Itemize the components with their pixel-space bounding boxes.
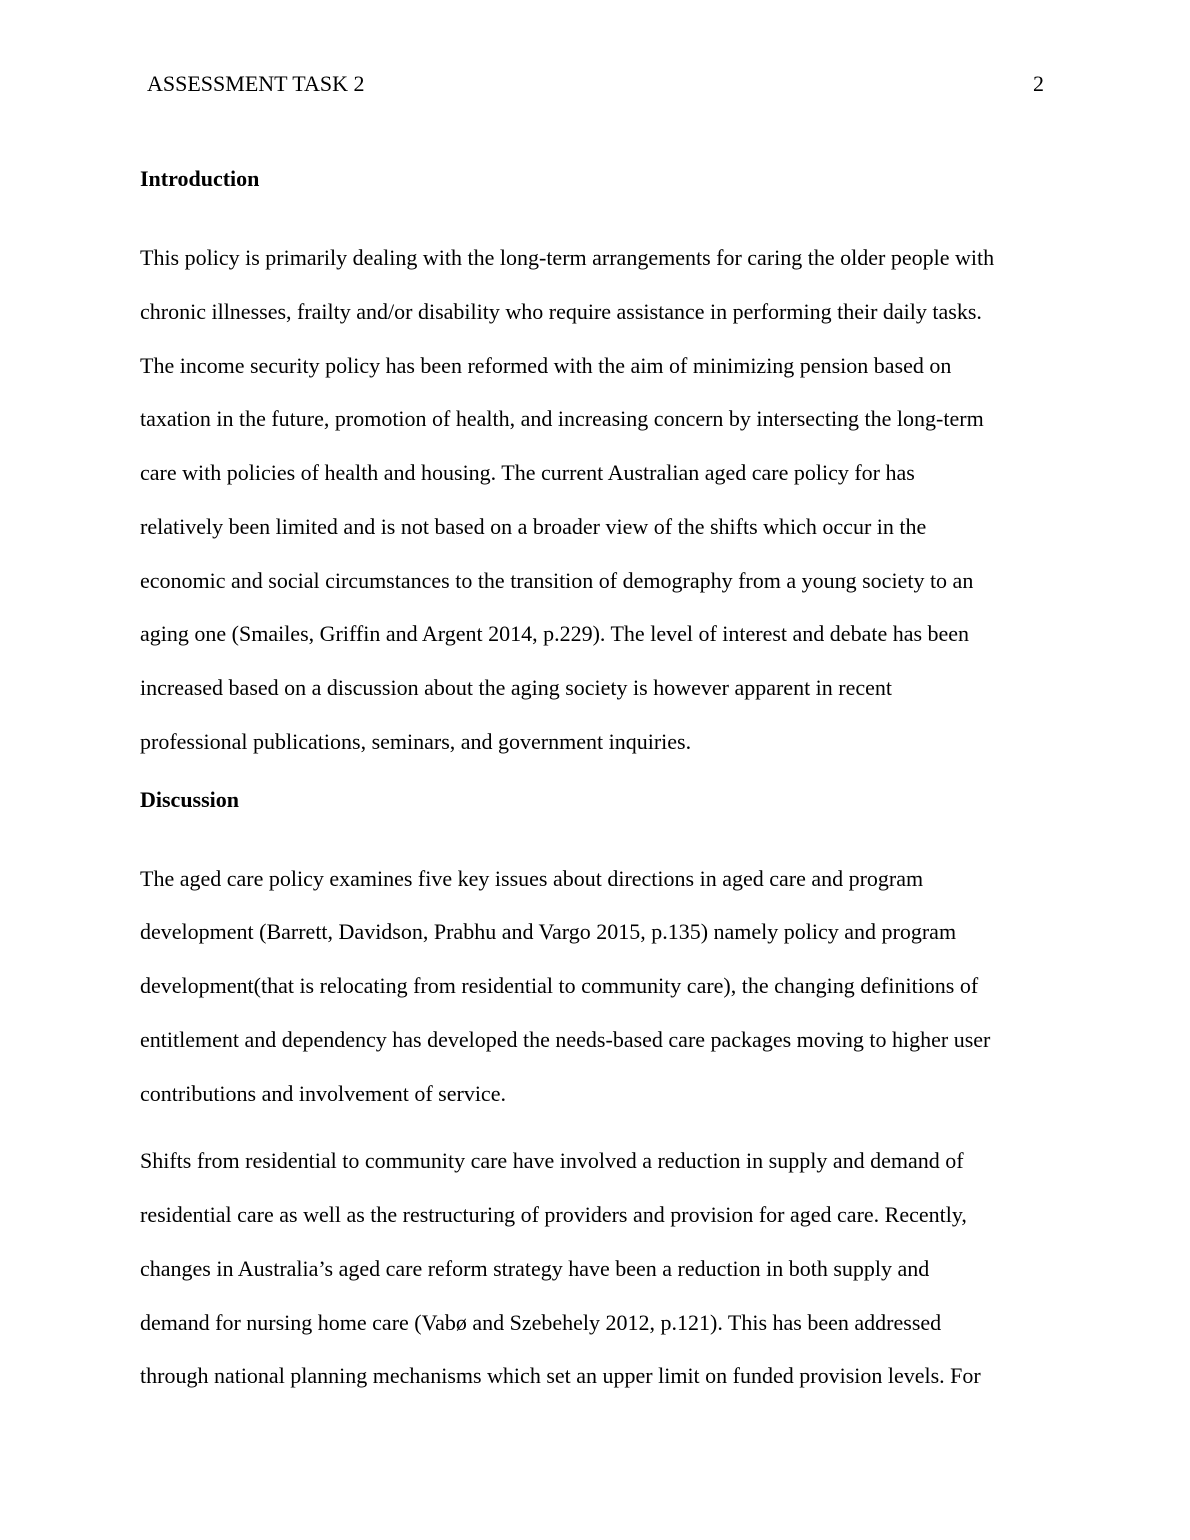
text-line: development (Barrett, Davidson, Prabhu and Vargo 2015, p.135) namely policy and program xyxy=(140,919,957,945)
paragraph-discussion-1 xyxy=(140,852,1050,1121)
text-line: Shifts from residential to community care have involved a reduction in supply and demand of xyxy=(140,1148,964,1174)
document-body xyxy=(140,162,1050,1417)
text-line: This policy is primarily dealing with the long-term arrangements for caring the older people with xyxy=(140,245,995,270)
section-heading-discussion: Discussion xyxy=(140,786,240,812)
text-line: aging one (Smailes, Griffin and Argent 2014, p.229). The level of interest and debate has been xyxy=(140,621,970,647)
paragraph-introduction xyxy=(140,231,1050,769)
text-line: through national planning mechanisms which set an upper limit on funded provision levels. For xyxy=(140,1363,981,1389)
text-line: The income security policy has been reformed with the aim of minimizing pension based on xyxy=(140,352,952,378)
text-line: contributions and involvement of service. xyxy=(140,1080,506,1106)
text-line: The aged care policy examines five key issues about directions in aged care and program xyxy=(140,865,924,891)
section-heading-introduction: Introduction xyxy=(140,166,260,191)
text-line: demand for nursing home care (Vabø and Szebehely 2012, p.121). This has been addressed xyxy=(140,1309,942,1335)
text-line: professional publications, seminars, and government inquiries. xyxy=(140,728,692,754)
text-line: increased based on a discussion about the aging society is however apparent in recent xyxy=(140,675,893,700)
page-number: 2 xyxy=(1033,71,1044,96)
text-line: care with policies of health and housing. The current Australian aged care policy for has xyxy=(140,460,915,485)
text-line: entitlement and dependency has developed the needs-based care packages moving to higher user xyxy=(140,1026,991,1052)
running-head: ASSESSMENT TASK 2 xyxy=(147,71,365,96)
text-line: changes in Australia’s aged care reform strategy have been a reduction in both supply and xyxy=(140,1255,930,1281)
text-line: residential care as well as the restructuring of providers and provision for aged care. Recently, xyxy=(140,1202,967,1227)
text-line: relatively been limited and is not based on a broader view of the shifts which occur in the xyxy=(140,513,927,539)
text-line: economic and social circumstances to the transition of demography from a young society to an xyxy=(140,567,974,593)
text-line: chronic illnesses, frailty and/or disability who require assistance in performing their daily tasks. xyxy=(140,298,982,324)
text-line: development(that is relocating from residential to community care), the changing definitions of xyxy=(140,973,979,998)
paragraph-discussion-2 xyxy=(140,1134,1050,1403)
text-line: taxation in the future, promotion of health, and increasing concern by intersecting the long-term xyxy=(140,406,984,432)
